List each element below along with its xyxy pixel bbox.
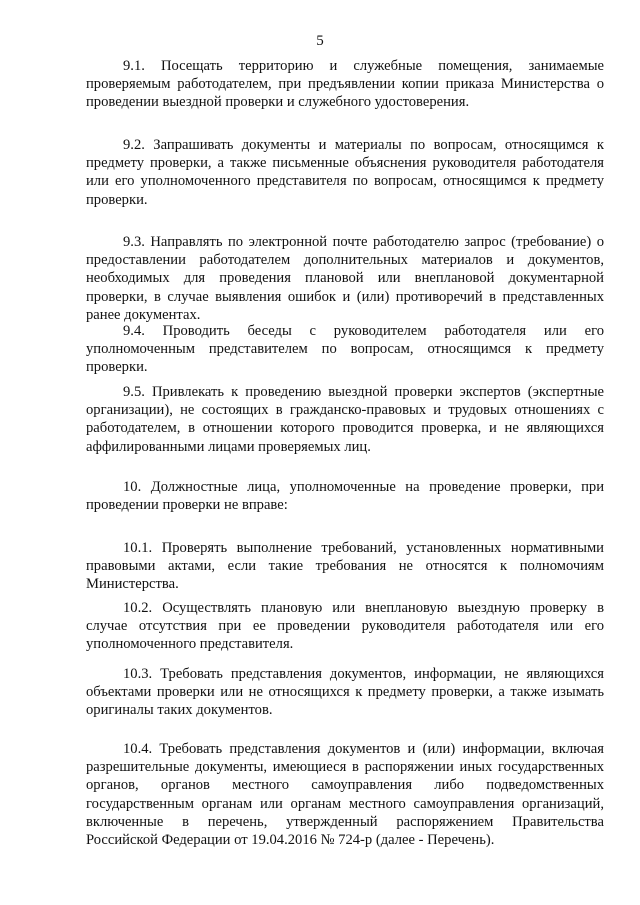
- paragraph-9-3: 9.3. Направлять по электронной почте работодателю запрос (требование) о предоставлении работодателем дополнительных материалов и документов, необходимых для проведения плановой или внеплановой документарной проверки, в случае выявления ошибок и (или) противоречий в представленных ранее документах.: [86, 234, 604, 323]
- paragraph-9-1: 9.1. Посещать территорию и служебные помещения, занимаемые проверяемым работодателем, при предъявлении копии приказа Министерства о проведении выездной проверки и служебного удостоверения.: [86, 58, 604, 111]
- paragraph-10-2: 10.2. Осуществлять плановую или внеплановую выездную проверку в случае отсутствия при ее проведении руководителя работодателя или его уполномоченного представителя.: [86, 600, 604, 653]
- paragraph-10-1: 10.1. Проверять выполнение требований, установленных нормативными правовыми актами, если такие требования не относятся к полномочиям Министерства.: [86, 540, 604, 593]
- paragraph-10-3: 10.3. Требовать представления документов, информации, не являющихся объектами проверки или не относящихся к предмету проверки, а также изымать оригиналы таких документов.: [86, 666, 604, 719]
- paragraph-9-2: 9.2. Запрашивать документы и материалы по вопросам, относящимся к предмету проверки, а также письменные объяснения руководителя работодателя или его уполномоченного представителя по вопросам, относящимся к предмету проверки.: [86, 137, 604, 208]
- paragraph-10-4: 10.4. Требовать представления документов и (или) информации, включая разрешительные документы, имеющиеся в распоряжении иных государственных органов, органов местного самоуправления либо подведомственных государственным органам или органам местного самоуправления организаций, включенные в перечень, утвержденный распоряжением Правительства Российской Федерации от 19.04.2016 № 724-р (далее - Перечень).: [86, 741, 604, 849]
- paragraph-9-4: 9.4. Проводить беседы с руководителем работодателя или его уполномоченным представителем по вопросам, относящимся к предмету проверки.: [86, 323, 604, 376]
- page-number: 5: [316, 33, 324, 49]
- paragraph-10: 10. Должностные лица, уполномоченные на проведение проверки, при проведении проверки не вправе:: [86, 479, 604, 514]
- paragraph-9-5: 9.5. Привлекать к проведению выездной проверки экспертов (экспертные организации), не состоящих в гражданско-правовых и трудовых отношениях с работодателем, в отношении которого проводится проверка, и не являющихся аффилированными лицами проверяемых лиц.: [86, 384, 604, 455]
